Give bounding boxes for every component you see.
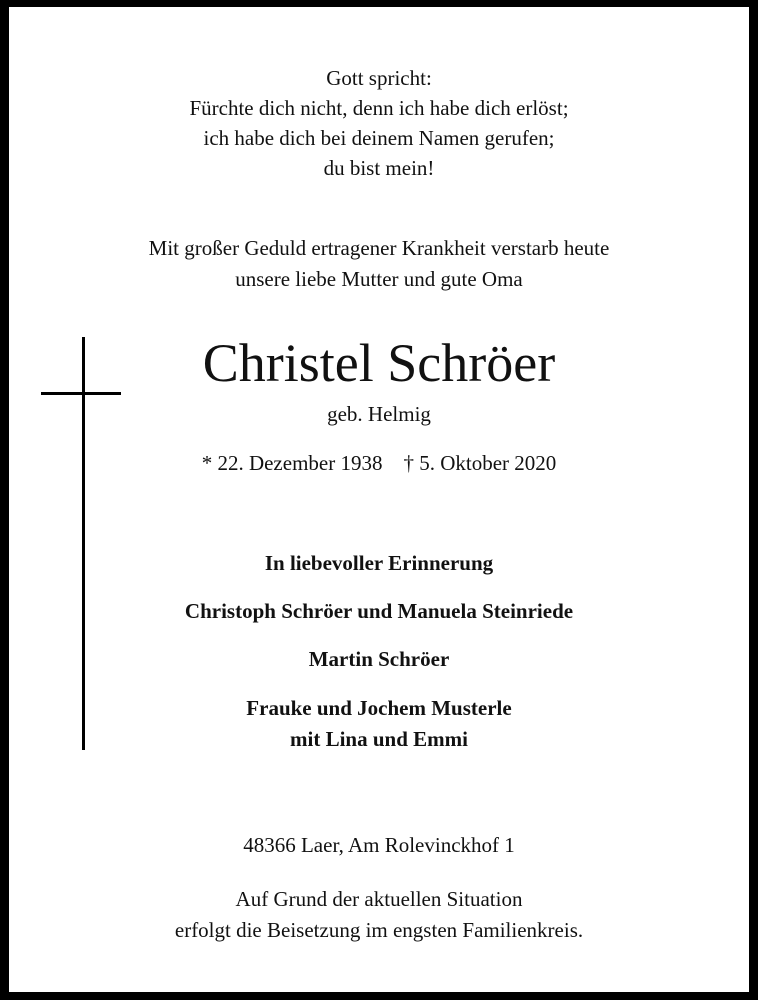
birth-date: * 22. Dezember 1938	[201, 451, 383, 475]
mourners-heading: In liebevoller Erinnerung	[264, 551, 494, 575]
verse-line-4: du bist mein!	[323, 156, 435, 180]
life-dates	[0, 450, 758, 476]
intro-line-2: unsere liebe Mutter und gute Oma	[235, 267, 523, 291]
cross-icon-vertical-bar	[82, 337, 85, 750]
mourner-line-3: Frauke und Jochem Musterle	[246, 696, 512, 720]
deceased-name: Christel Schröer	[202, 333, 556, 393]
verse-line-1: Gott spricht:	[326, 66, 432, 90]
note-line-1: Auf Grund der aktuellen Situation	[235, 887, 523, 911]
mourner-line-1: Christoph Schröer und Manuela Steinriede	[184, 599, 574, 623]
intro-line-1: Mit großer Geduld ertragener Krankheit verstarb heute	[148, 236, 610, 260]
mourner-line-2: Martin Schröer	[308, 647, 450, 671]
maiden-name: geb. Helmig	[327, 402, 431, 426]
address: 48366 Laer, Am Rolevinckhof 1	[243, 833, 515, 857]
verse-line-2: Fürchte dich nicht, denn ich habe dich erlöst;	[189, 96, 569, 120]
mourner-line-4: mit Lina und Emmi	[290, 727, 468, 751]
verse-line-3: ich habe dich bei deinem Namen gerufen;	[203, 126, 555, 150]
note-line-2: erfolgt die Beisetzung im engsten Familienkreis.	[174, 918, 584, 942]
death-date: † 5. Oktober 2020	[403, 451, 557, 475]
